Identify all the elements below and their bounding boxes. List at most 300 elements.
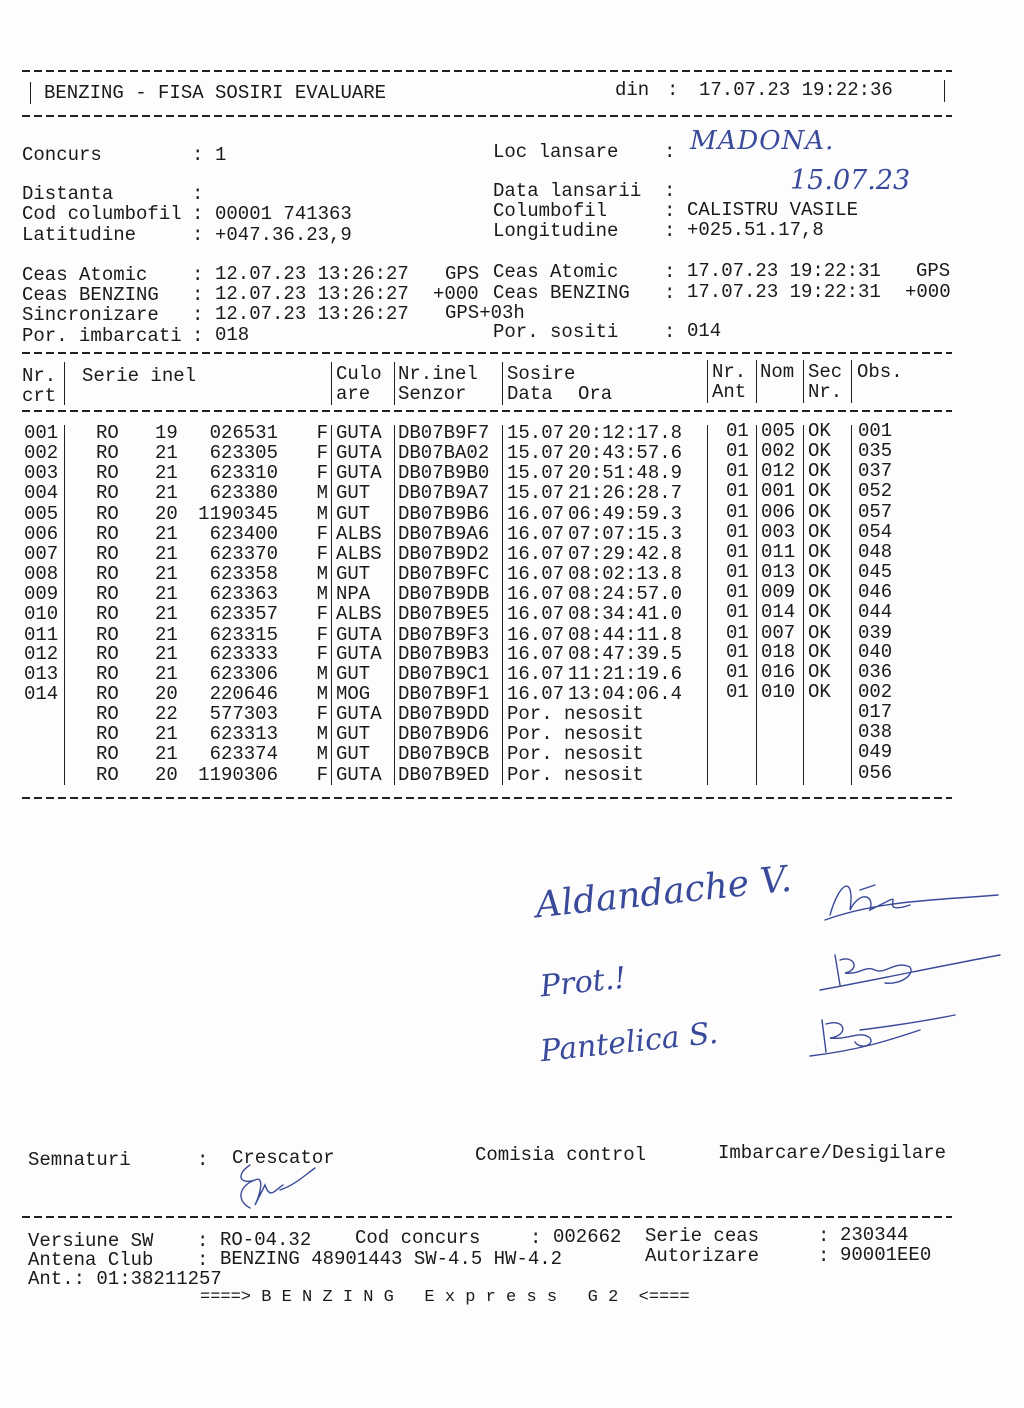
color: GUT — [336, 723, 371, 746]
year: 22 — [155, 703, 178, 726]
sensor-ring: DB07B9ED — [398, 763, 490, 786]
header-nom: Nom — [760, 361, 795, 383]
nr-crt: 003 — [24, 462, 59, 485]
ring-number: 623305 — [209, 442, 278, 465]
sex: M — [316, 723, 328, 746]
nr-ant: 01 — [726, 660, 749, 683]
nr-crt: 009 — [24, 583, 59, 606]
nr-ant: 01 — [726, 680, 749, 703]
sec-nr: OK — [808, 420, 831, 442]
sensor-ring: DB07B9B0 — [398, 462, 490, 485]
header-nr-inel: Nr.inel — [398, 363, 478, 385]
sex: F — [316, 642, 328, 665]
obs: 046 — [858, 581, 893, 604]
column-divider — [502, 425, 503, 785]
ring-number: 623357 — [209, 603, 278, 626]
ring-number: 623313 — [209, 723, 278, 746]
header-culo: Culo — [336, 363, 382, 385]
header-ora: Ora — [578, 383, 613, 405]
ring-number: 623310 — [209, 462, 278, 485]
sensor-ring: DB07B9DB — [398, 583, 490, 606]
country: RO — [96, 482, 119, 505]
colon: : — [192, 304, 204, 326]
column-divider — [331, 362, 332, 405]
concurs-value: 1 — [215, 144, 227, 166]
ceas-benzing-right-label: Ceas BENZING — [493, 282, 630, 304]
ring-number: 623370 — [209, 542, 278, 565]
obs: 039 — [858, 621, 893, 644]
sensor-ring: DB07B9F1 — [398, 682, 490, 705]
country: RO — [96, 723, 119, 746]
ring-number: 623400 — [209, 522, 278, 545]
ceas-benzing-value: 12.07.23 13:26:27 — [215, 283, 409, 305]
column-divider — [64, 425, 65, 785]
divider — [22, 115, 952, 117]
obs: 054 — [858, 520, 893, 543]
nom: 002 — [761, 440, 796, 463]
header-serie-inel: Serie inel — [82, 365, 197, 387]
ring-number: 623358 — [209, 563, 278, 586]
obs: 036 — [858, 660, 893, 683]
country: RO — [96, 642, 119, 665]
nr-ant: 01 — [726, 601, 749, 624]
ceas-benzing-suffix: +000 — [433, 283, 479, 305]
sec-nr: OK — [808, 621, 831, 644]
arrival-time: 11:21:19.6 — [568, 662, 683, 685]
nr-crt: 004 — [24, 482, 59, 505]
nr-crt: 006 — [24, 522, 59, 545]
nr-ant: 01 — [726, 561, 749, 584]
divider — [944, 80, 945, 102]
ring-number: 577303 — [209, 703, 278, 726]
arrival-time: 08:24:57.0 — [568, 583, 683, 606]
nr-crt: 002 — [24, 442, 59, 465]
nom: 007 — [761, 621, 796, 644]
ceas-atomic-value: 12.07.23 13:26:27 — [215, 263, 409, 285]
sex: M — [316, 563, 328, 586]
color: NPA — [336, 583, 371, 606]
por-sositi-value: 014 — [687, 320, 722, 342]
versiune-label: Versiune SW — [28, 1230, 154, 1252]
sensor-ring: DB07B9E5 — [398, 603, 490, 626]
obs: 037 — [858, 460, 893, 483]
divider — [30, 82, 31, 104]
colon: : — [192, 264, 204, 286]
year: 21 — [155, 522, 178, 545]
sex: F — [316, 623, 328, 646]
antena-label: Antena Club — [28, 1249, 154, 1271]
nr-ant: 01 — [726, 460, 749, 483]
column-divider — [803, 360, 804, 403]
arrival-date: 16.07 — [507, 623, 565, 646]
arrival-time: 07:29:42.8 — [568, 542, 683, 565]
color: GUT — [336, 563, 371, 586]
nr-crt: 001 — [24, 422, 59, 444]
nom: 016 — [761, 660, 796, 683]
nr-ant: 01 — [726, 440, 749, 463]
column-divider — [394, 425, 395, 785]
year: 21 — [155, 662, 178, 685]
versiune-value: RO-04.32 — [220, 1229, 312, 1251]
nr-crt: 005 — [24, 502, 59, 525]
colon: : — [664, 180, 676, 202]
sex: F — [316, 763, 328, 786]
nom: 001 — [761, 480, 796, 503]
benzing-express-banner: ====> B E N Z I N G E x p r e s s G 2 <==== — [200, 1288, 690, 1307]
sec-nr: OK — [808, 460, 831, 483]
antenna-id: Ant.: 01:38211257 — [28, 1268, 222, 1290]
ceas-atomic-right-suffix: GPS — [916, 260, 951, 282]
data-lansarii-label: Data lansarii — [493, 180, 642, 202]
sensor-ring: DB07B9F3 — [398, 623, 490, 646]
sex: F — [316, 542, 328, 565]
header-ant: Ant — [712, 381, 747, 403]
year: 21 — [155, 603, 178, 626]
arrival-time: 08:02:13.8 — [568, 563, 683, 586]
nr-crt: 011 — [24, 623, 59, 646]
country: RO — [96, 623, 119, 646]
sex: M — [316, 682, 328, 705]
sensor-ring: DB07B9D2 — [398, 542, 490, 565]
ring-number: 026531 — [209, 422, 278, 444]
sex: M — [316, 502, 328, 525]
nr-crt: 012 — [24, 642, 59, 665]
color: GUT — [336, 502, 371, 525]
country: RO — [96, 763, 119, 786]
nom: 009 — [761, 581, 796, 604]
signature-name-1: Aldandache V. — [533, 858, 794, 927]
sensor-ring: DB07B9CB — [398, 743, 490, 766]
concurs-label: Concurs — [22, 144, 102, 166]
sec-nr: OK — [808, 500, 831, 523]
arrival-time: 20:51:48.9 — [568, 462, 683, 485]
ceas-benzing-label: Ceas BENZING — [22, 284, 159, 306]
arrival-date: 15.07 — [507, 482, 565, 505]
longitudine-label: Longitudine — [493, 220, 619, 242]
semnaturi-label: Semnaturi — [28, 1149, 131, 1171]
header-nr-ant: Nr. — [712, 361, 747, 383]
sensor-ring: DB07B9B3 — [398, 642, 490, 665]
obs: 040 — [858, 640, 893, 663]
country: RO — [96, 462, 119, 485]
column-divider — [64, 362, 65, 405]
color: GUTA — [336, 703, 382, 726]
column-divider — [803, 425, 804, 785]
sec-nr: OK — [808, 640, 831, 663]
sensor-ring: DB07B9DD — [398, 703, 490, 726]
sensor-ring: DB07B9D6 — [398, 723, 490, 746]
colon: : — [530, 1227, 542, 1249]
signature-name-3: Pantelica S. — [538, 1015, 720, 1070]
sensor-ring: DB07B9B6 — [398, 502, 490, 525]
country: RO — [96, 422, 119, 444]
sensor-ring: DB07B9A7 — [398, 482, 490, 505]
obs: 017 — [858, 701, 893, 724]
column-divider — [756, 360, 757, 403]
year: 21 — [155, 623, 178, 646]
nr-ant: 01 — [726, 621, 749, 644]
country: RO — [96, 522, 119, 545]
arrival-date: 16.07 — [507, 522, 565, 545]
color: ALBS — [336, 542, 382, 565]
nr-ant: 01 — [726, 581, 749, 604]
header-sosire: Sosire — [507, 363, 576, 385]
arrival-time: 08:34:41.0 — [568, 603, 683, 626]
sec-nr: OK — [808, 680, 831, 703]
cod-concurs-value: 002662 — [553, 1226, 622, 1248]
arrival-time: 08:44:11.8 — [568, 623, 683, 646]
colon: : — [197, 1149, 209, 1171]
ring-number: 623315 — [209, 623, 278, 646]
arrival-date: 15.07 — [507, 442, 565, 465]
cod-columbofil-value: 00001 741363 — [215, 203, 352, 225]
sincronizare-value: 12.07.23 13:26:27 — [215, 303, 409, 325]
country: RO — [96, 682, 119, 705]
header-nr: Nr. — [22, 365, 57, 387]
column-divider — [331, 425, 332, 785]
divider — [22, 410, 952, 412]
colon: : — [664, 200, 676, 222]
color: GUTA — [336, 462, 382, 485]
arrival-date: 16.07 — [507, 642, 565, 665]
divider — [22, 352, 952, 354]
year: 21 — [155, 642, 178, 665]
nom: 014 — [761, 601, 796, 624]
colon: : — [197, 1249, 209, 1271]
crescator-signature — [235, 1160, 325, 1215]
column-divider — [394, 362, 395, 405]
arrival-date: 16.07 — [507, 502, 565, 525]
header-senzor: Senzor — [398, 383, 467, 405]
year: 21 — [155, 462, 178, 485]
header-crt: crt — [22, 385, 57, 407]
ceas-atomic-label: Ceas Atomic — [22, 264, 148, 286]
header-sec: Sec — [808, 361, 843, 383]
year: 21 — [155, 542, 178, 565]
arrival-date: Por. nesosit — [507, 743, 644, 766]
colon: : — [192, 325, 204, 347]
arrival-date: 15.07 — [507, 462, 565, 485]
column-divider — [851, 425, 852, 785]
color: GUTA — [336, 763, 382, 786]
arrival-time: 21:26:28.7 — [568, 482, 683, 505]
header-sec-nr: Nr. — [808, 381, 843, 403]
ring-number: 1190306 — [198, 763, 278, 786]
arrival-date: Por. nesosit — [507, 723, 644, 746]
latitudine-value: +047.36.23,9 — [215, 224, 352, 246]
sec-nr: OK — [808, 440, 831, 463]
sex: F — [316, 442, 328, 465]
color: GUTA — [336, 623, 382, 646]
document-title: BENZING - FISA SOSIRI EVALUARE — [44, 82, 387, 104]
signature-mark-1 — [820, 870, 1000, 930]
sec-nr: OK — [808, 601, 831, 624]
colon: : — [664, 141, 676, 163]
header-obs: Obs. — [857, 361, 903, 383]
arrival-date: 16.07 — [507, 542, 565, 565]
din-label: din — [615, 79, 650, 101]
color: ALBS — [336, 603, 382, 626]
obs: 052 — [858, 480, 893, 503]
column-divider — [707, 425, 708, 785]
color: GUT — [336, 743, 371, 766]
nom: 018 — [761, 640, 796, 663]
print-timestamp: 17.07.23 19:22:36 — [699, 79, 893, 101]
imbarcare-label: Imbarcare/Desigilare — [718, 1142, 947, 1164]
year: 19 — [155, 422, 178, 444]
signature-name-2: Prot.! — [538, 960, 628, 1005]
colon: : — [664, 220, 676, 242]
colon: : — [192, 144, 204, 166]
ring-number: 623374 — [209, 743, 278, 766]
sec-nr: OK — [808, 561, 831, 584]
ring-number: 1190345 — [198, 502, 278, 525]
header-are: are — [336, 383, 371, 405]
colon: : — [192, 224, 204, 246]
column-divider — [851, 360, 852, 403]
sex: M — [316, 662, 328, 685]
latitudine-label: Latitudine — [22, 224, 137, 246]
columbofil-label: Columbofil — [493, 200, 608, 222]
distanta-label: Distanta — [22, 183, 114, 205]
loc-lansare-label: Loc lansare — [493, 141, 619, 163]
obs: 048 — [858, 540, 893, 563]
ring-number: 220646 — [209, 682, 278, 705]
arrival-time: 13:04:06.4 — [568, 682, 683, 705]
year: 21 — [155, 482, 178, 505]
nr-ant: 01 — [726, 500, 749, 523]
sensor-ring: DB07B9C1 — [398, 662, 490, 685]
sex: F — [316, 522, 328, 545]
sensor-ring: DB07B9FC — [398, 563, 490, 586]
serie-ceas-value: 230344 — [840, 1224, 909, 1246]
nr-ant: 01 — [726, 420, 749, 442]
obs: 045 — [858, 561, 893, 584]
sex: M — [316, 482, 328, 505]
arrival-time: 06:49:59.3 — [568, 502, 683, 525]
ceas-atomic-suffix: GPS — [445, 263, 480, 285]
obs: 001 — [858, 420, 893, 442]
color: GUTA — [336, 642, 382, 665]
obs: 056 — [858, 761, 893, 784]
year: 20 — [155, 502, 178, 525]
data-lansarii-handwritten: 15.07.23 — [790, 165, 911, 196]
autorizare-label: Autorizare — [645, 1245, 760, 1267]
sec-nr: OK — [808, 660, 831, 683]
sex: F — [316, 422, 328, 444]
obs: 049 — [858, 741, 893, 764]
obs: 002 — [858, 680, 893, 703]
colon: : — [664, 282, 676, 304]
sex: F — [316, 462, 328, 485]
color: GUTA — [336, 422, 382, 444]
sensor-ring: DB07B9A6 — [398, 522, 490, 545]
colon: : — [192, 183, 204, 205]
nr-crt: 007 — [24, 542, 59, 565]
country: RO — [96, 743, 119, 766]
longitudine-value: +025.51.17,8 — [687, 219, 824, 241]
country: RO — [96, 703, 119, 726]
sensor-ring: DB07B9F7 — [398, 422, 490, 444]
ring-number: 623363 — [209, 583, 278, 606]
divider — [22, 797, 952, 799]
country: RO — [96, 662, 119, 685]
colon: : — [664, 261, 676, 283]
crescator-label: Crescator — [232, 1147, 335, 1169]
color: GUTA — [336, 442, 382, 465]
sincronizare-label: Sincronizare — [22, 304, 159, 326]
year: 21 — [155, 583, 178, 606]
header-data: Data — [507, 383, 553, 405]
arrival-date: 15.07 — [507, 422, 565, 444]
year: 20 — [155, 682, 178, 705]
sex: F — [316, 603, 328, 626]
sec-nr: OK — [808, 480, 831, 503]
nom: 012 — [761, 460, 796, 483]
nom: 013 — [761, 561, 796, 584]
arrival-date: 16.07 — [507, 603, 565, 626]
nom: 003 — [761, 520, 796, 543]
loc-lansare-handwritten: MADONA. — [690, 126, 835, 156]
nr-crt: 013 — [24, 662, 59, 685]
sincronizare-suffix: GPS+03h — [445, 302, 525, 324]
nr-crt: 008 — [24, 563, 59, 586]
ceas-benzing-right-suffix: +000 — [905, 281, 951, 303]
nr-ant: 01 — [726, 520, 749, 543]
country: RO — [96, 563, 119, 586]
signature-mark-3 — [800, 1010, 960, 1060]
obs: 038 — [858, 721, 893, 744]
nr-ant: 01 — [726, 640, 749, 663]
year: 21 — [155, 743, 178, 766]
nr-crt: 014 — [24, 682, 59, 705]
arrival-date: 16.07 — [507, 682, 565, 705]
arrival-date: 16.07 — [507, 563, 565, 586]
arrival-time: 20:12:17.8 — [568, 422, 683, 444]
country: RO — [96, 502, 119, 525]
por-sositi-label: Por. sositi — [493, 321, 619, 343]
arrival-date: Por. nesosit — [507, 703, 644, 726]
country: RO — [96, 542, 119, 565]
column-divider — [502, 362, 503, 405]
year: 21 — [155, 723, 178, 746]
autorizare-value: 90001EE0 — [840, 1244, 932, 1266]
colon: : — [192, 284, 204, 306]
sensor-ring: DB07BA02 — [398, 442, 490, 465]
obs: 044 — [858, 601, 893, 624]
color: GUT — [336, 482, 371, 505]
nom: 011 — [761, 540, 796, 563]
nr-ant: 01 — [726, 540, 749, 563]
nom: 010 — [761, 680, 796, 703]
ring-number: 623333 — [209, 642, 278, 665]
colon: : — [667, 79, 679, 101]
ceas-atomic-right-value: 17.07.23 19:22:31 — [687, 260, 881, 282]
sex: M — [316, 743, 328, 766]
antena-value: BENZING 48901443 SW-4.5 HW-4.2 — [220, 1248, 563, 1270]
obs: 057 — [858, 500, 893, 523]
color: ALBS — [336, 522, 382, 545]
colon: : — [197, 1230, 209, 1252]
year: 21 — [155, 442, 178, 465]
arrival-date: 16.07 — [507, 583, 565, 606]
signature-mark-2 — [815, 945, 1005, 995]
year: 21 — [155, 563, 178, 586]
ceas-atomic-right-label: Ceas Atomic — [493, 261, 619, 283]
column-divider — [707, 360, 708, 403]
comisia-label: Comisia control — [475, 1144, 647, 1166]
ring-number: 623380 — [209, 482, 278, 505]
